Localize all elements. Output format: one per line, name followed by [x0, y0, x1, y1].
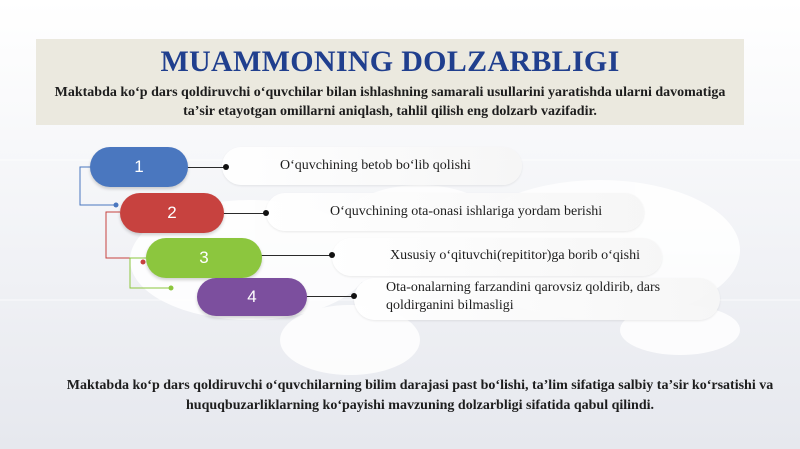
item-text-1: Oʻquvchining betob boʻlib qolishi [280, 158, 471, 173]
item-number-2: 2 [167, 203, 177, 222]
item-number-1: 1 [134, 157, 144, 176]
item-text-4: Ota-onalarning farzandini qarovsiz qoldirib, dars qoldirganini bilmasligi [386, 280, 661, 313]
connector-dot-3 [329, 252, 335, 258]
footer-conclusion: Maktabda koʻp dars qoldiruvchi oʻquvchilarning bilim darajasi past boʻlishi, taʼlim sifatiga salbiy taʼsir koʻrsatishi va huquqbuzarliklarning koʻpayishi mavzuning dolzarbligi sifatida qabul qilindi. [66, 378, 774, 413]
connector-dot-1 [223, 164, 229, 170]
item-pill-1 [90, 147, 188, 187]
item-text-2: Oʻquvchining ota-onasi ishlariga yordam berishi [330, 204, 603, 219]
item-pill-3 [146, 238, 262, 278]
item-text-3: Xususiy oʻqituvchi(repititor)ga borib oʻqishi [390, 248, 641, 263]
header-subtitle: Maktabda koʻp dars qoldiruvchi oʻquvchilar bilan ishlashning samarali usullarini yaratishda ularni davomatiga taʼsir etayotgan omillarni aniqlash, tahlil qilish eng dolzarb vazifadir. [54, 85, 726, 119]
connector-line-2 [222, 213, 266, 214]
connector-dot-2 [263, 210, 269, 216]
connector-line-1 [186, 167, 226, 168]
item-pill-4 [197, 278, 307, 316]
item-number-4: 4 [247, 287, 257, 306]
item-number-3: 3 [199, 248, 209, 267]
connector-line-3 [260, 255, 332, 256]
connector-line-4 [304, 296, 356, 297]
item-pill-2 [120, 193, 224, 233]
page-title: MUAMMONING DOLZARBLIGI [160, 45, 620, 78]
connector-dot-4 [351, 293, 357, 299]
